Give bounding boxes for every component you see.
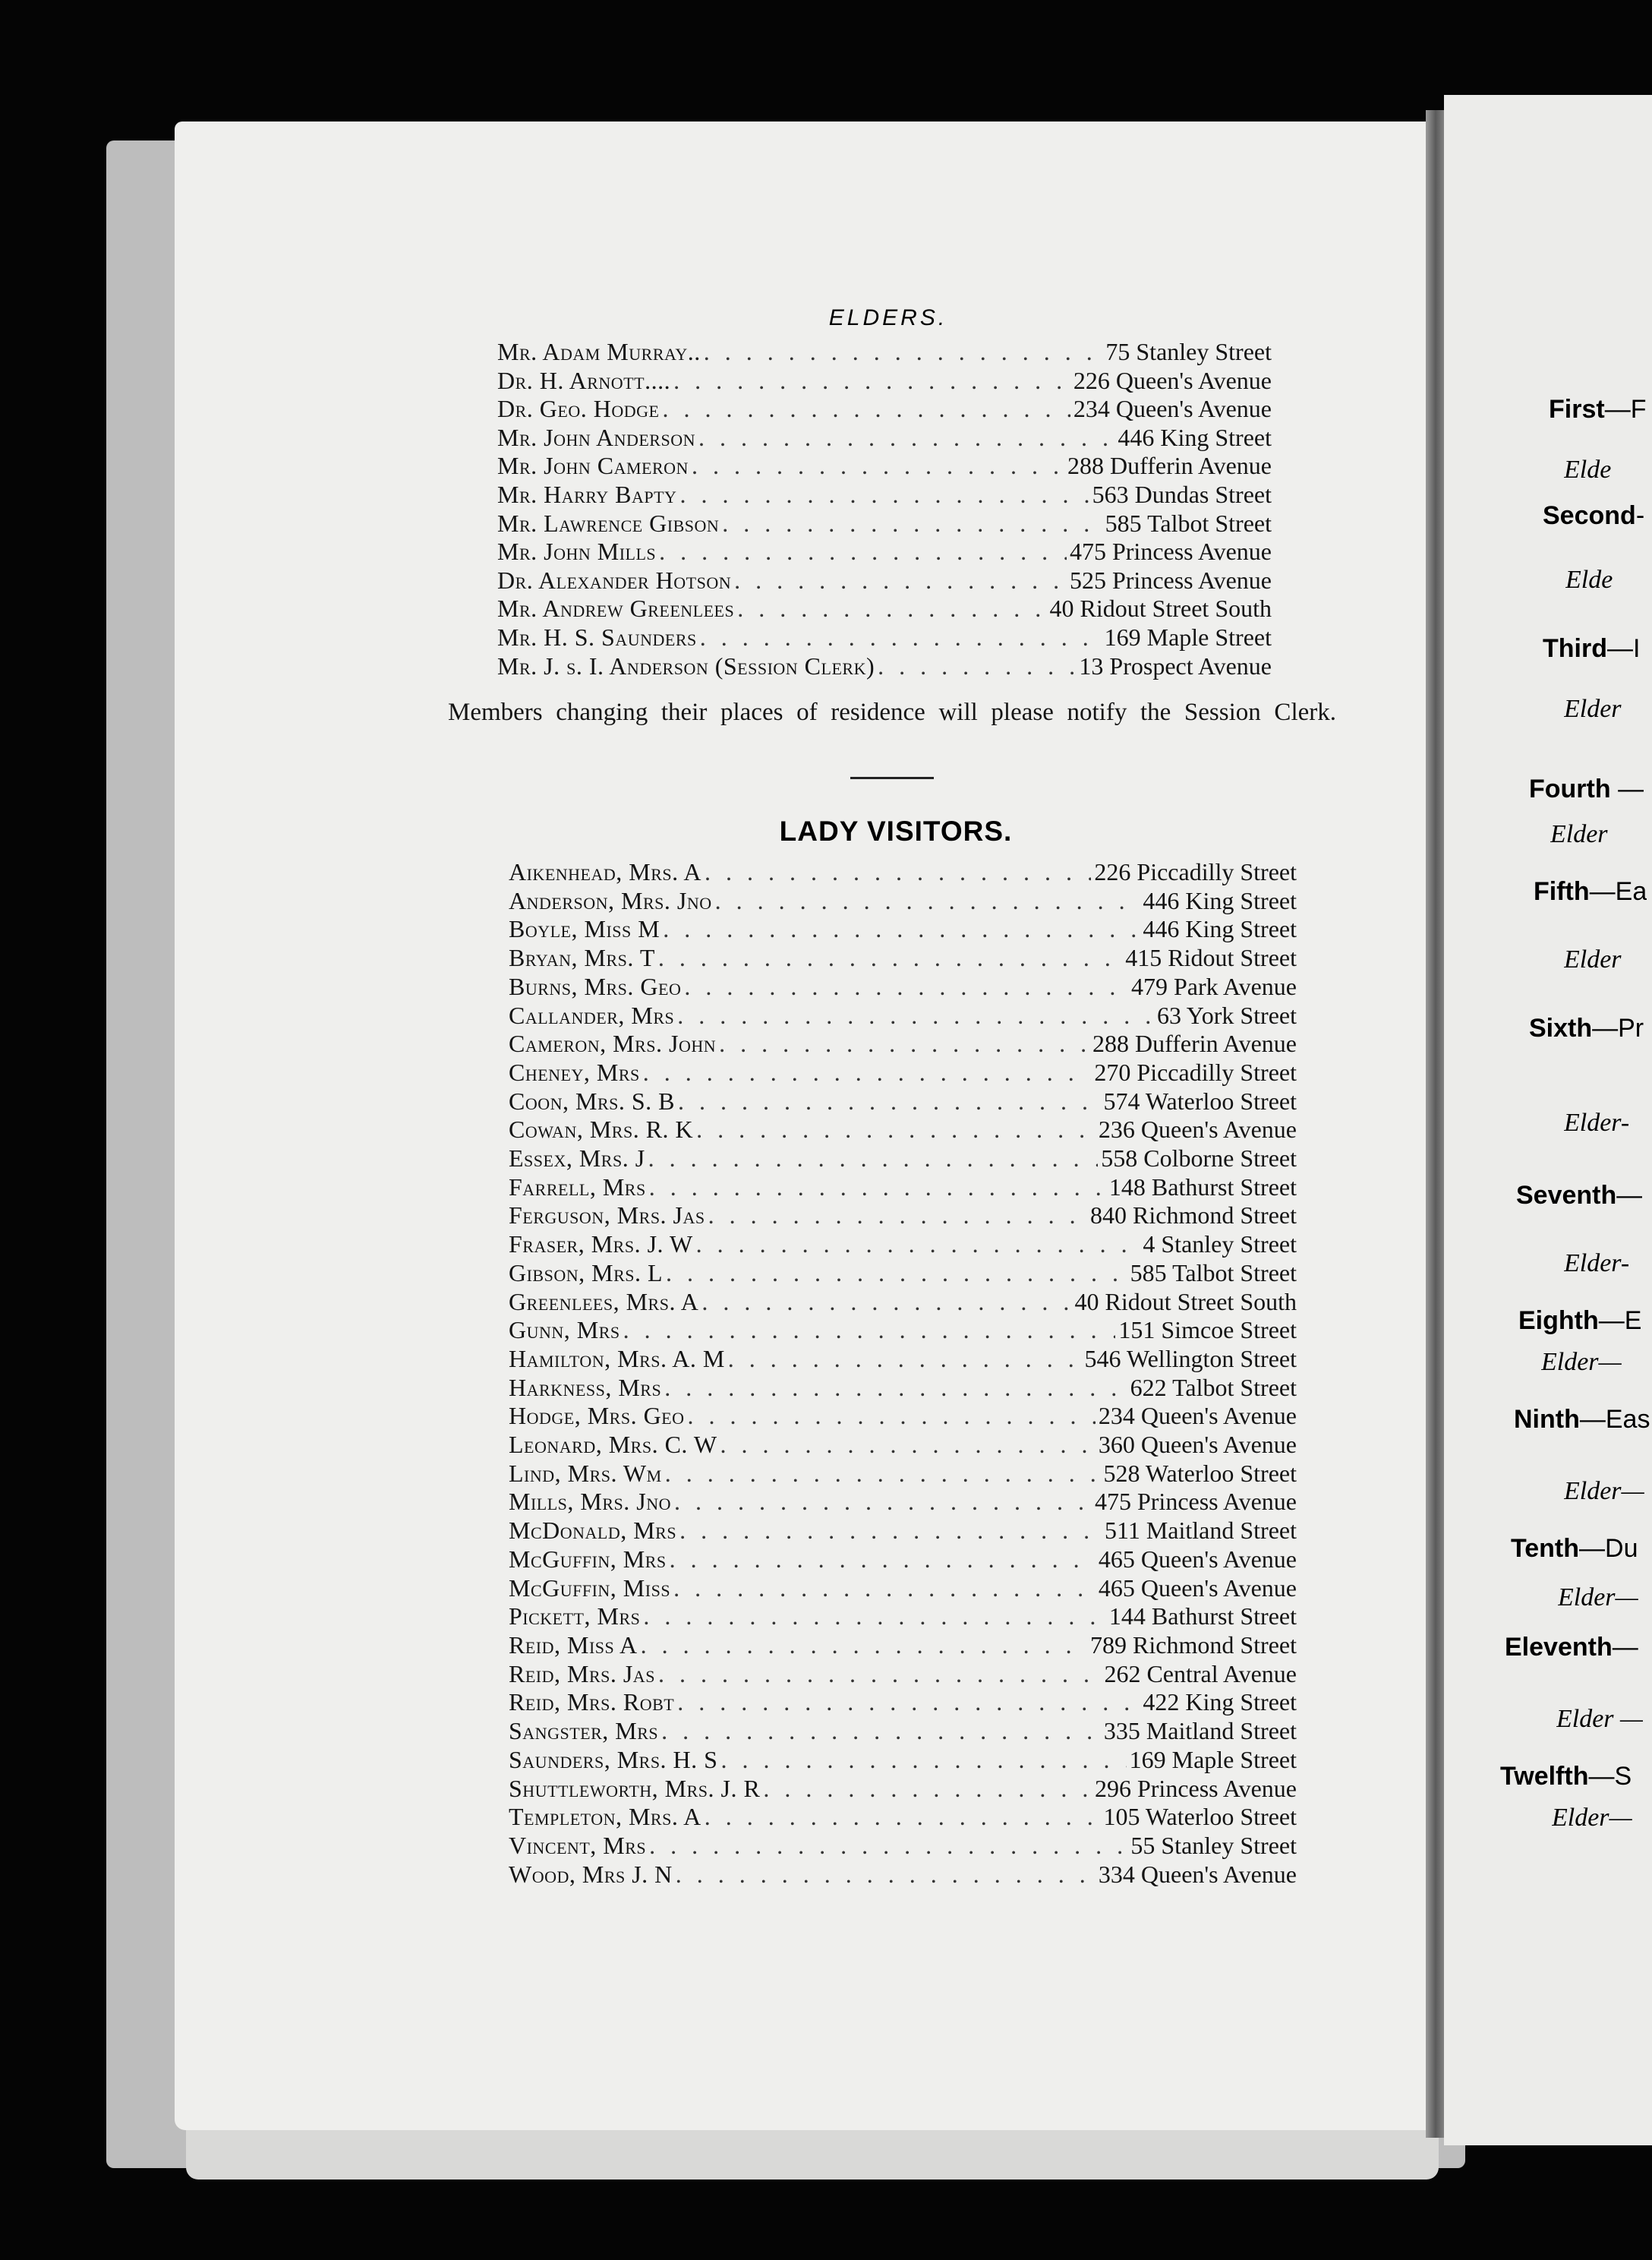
dot-leader <box>700 623 1102 652</box>
entry-name: Mr. J. s. I. Anderson (Session Clerk) <box>497 652 875 680</box>
dot-leader <box>720 1431 1096 1460</box>
lady-visitor-row <box>509 1288 1297 1317</box>
lady-visitor-row <box>509 1230 1297 1259</box>
district-heading <box>1543 634 1640 664</box>
lady-visitor-row <box>509 1345 1297 1374</box>
dot-leader <box>665 1460 1101 1488</box>
dot-leader <box>673 1574 1096 1603</box>
entry-address: 475 Princess Avenue <box>1069 538 1272 566</box>
entry-name: Dr. Geo. Hodge <box>497 395 660 423</box>
entry-name: Dr. Alexander Hotson <box>497 566 732 594</box>
lady-visitor-row <box>509 1574 1297 1603</box>
lady-visitor-row <box>509 1717 1297 1746</box>
district-rest: —Ea <box>1589 877 1647 906</box>
entry-address: 144 Bathurst Street <box>1108 1602 1297 1630</box>
entry-name: Farrell, Mrs <box>509 1173 646 1201</box>
district-rest: — <box>1612 1633 1638 1662</box>
dot-leader <box>737 595 1046 623</box>
entry-name: Mr. Adam Murray.. <box>497 338 701 365</box>
district-heading <box>1529 1014 1644 1043</box>
district-ordinal: Fourth <box>1529 775 1611 803</box>
entry-address: 479 Park Avenue <box>1130 972 1297 1000</box>
district-heading <box>1529 775 1644 804</box>
entry-name: Burns, Mrs. Geo <box>509 972 682 1000</box>
lady-visitor-row <box>509 1832 1297 1861</box>
dot-leader <box>719 1030 1089 1059</box>
entry-name: Wood, Mrs J. N <box>509 1860 673 1888</box>
entry-address: 465 Queen's Avenue <box>1098 1545 1297 1573</box>
elder-row <box>497 567 1272 595</box>
entry-address: 236 Queen's Avenue <box>1098 1116 1297 1144</box>
entry-name: McGuffin, Miss <box>509 1573 671 1602</box>
elder-row <box>497 538 1272 567</box>
entry-address: 105 Waterloo Street <box>1103 1803 1297 1831</box>
dot-leader <box>715 887 1140 916</box>
district-ordinal: Ninth <box>1514 1405 1580 1434</box>
district-ordinal: Twelfth <box>1500 1762 1589 1791</box>
entry-address: 546 Wellington Street <box>1084 1344 1297 1372</box>
elders-heading: ELDERS. <box>828 305 948 330</box>
dot-leader <box>705 1803 1101 1832</box>
district-heading <box>1518 1306 1641 1336</box>
entry-address: 270 Piccadilly Street <box>1094 1058 1297 1086</box>
dot-leader <box>696 1230 1140 1259</box>
entry-name: Mr. John Anderson <box>497 423 695 451</box>
entry-name: Ferguson, Mrs. Jas <box>509 1201 705 1229</box>
dot-leader <box>878 652 1076 681</box>
district-ordinal: Eleventh <box>1505 1633 1613 1662</box>
lady-visitors-list <box>509 858 1297 1889</box>
district-ordinal: Fifth <box>1534 877 1590 906</box>
entry-name: Pickett, Mrs <box>509 1602 641 1630</box>
entry-address: 585 Talbot Street <box>1105 509 1272 537</box>
entry-name: Reid, Mrs. Robt <box>509 1688 675 1716</box>
dot-leader <box>623 1316 1116 1345</box>
dot-leader <box>661 1717 1101 1746</box>
dot-leader <box>674 1488 1092 1517</box>
dot-leader <box>673 367 1070 396</box>
dot-leader <box>763 1775 1092 1804</box>
district-heading <box>1500 1762 1632 1791</box>
elder-row <box>497 452 1272 481</box>
district-elder-label: Elder— <box>1564 1477 1644 1505</box>
lady-visitor-row <box>509 1087 1297 1116</box>
entry-name: Mr. H. S. Saunders <box>497 623 697 651</box>
elder-row <box>497 510 1272 538</box>
entry-address: 446 King Street <box>1143 915 1297 943</box>
dot-leader <box>643 1602 1106 1631</box>
book-gutter <box>1426 110 1446 2138</box>
entry-address: 13 Prospect Avenue <box>1079 652 1272 680</box>
lady-visitor-row <box>509 1059 1297 1087</box>
entry-address: 475 Princess Avenue <box>1094 1488 1297 1516</box>
lady-visitor-row <box>509 1545 1297 1574</box>
entry-name: McGuffin, Mrs <box>509 1545 667 1573</box>
entry-address: 226 Queen's Avenue <box>1073 366 1272 394</box>
entry-address: 262 Central Avenue <box>1104 1659 1297 1687</box>
lady-visitor-row <box>509 973 1297 1002</box>
district-rest: — <box>1616 1181 1643 1210</box>
entry-name: Leonard, Mrs. C. W <box>509 1431 717 1459</box>
lady-visitor-row <box>509 1002 1297 1031</box>
lady-visitor-row <box>509 1144 1297 1173</box>
entry-address: 563 Dundas Street <box>1092 480 1272 508</box>
entry-address: 622 Talbot Street <box>1130 1373 1297 1401</box>
entry-name: Reid, Mrs. Jas <box>509 1659 655 1687</box>
district-heading <box>1549 395 1646 425</box>
entry-name: Coon, Mrs. S. B <box>509 1087 676 1115</box>
district-elder-label: Elder- <box>1564 1249 1630 1277</box>
dot-leader <box>677 1002 1154 1031</box>
entry-address: 296 Princess Avenue <box>1094 1774 1297 1802</box>
lady-visitor-row <box>509 1259 1297 1288</box>
district-heading <box>1516 1181 1642 1210</box>
district-ordinal: Third <box>1543 634 1607 663</box>
district-rest: —F <box>1604 395 1647 424</box>
entry-name: Hodge, Mrs. Geo <box>509 1402 685 1430</box>
entry-address: 558 Colborne Street <box>1101 1144 1297 1173</box>
lady-visitor-row <box>509 915 1297 944</box>
dot-leader <box>684 973 1128 1002</box>
entry-name: Shuttleworth, Mrs. J. R <box>509 1774 761 1802</box>
entry-name: Mills, Mrs. Jno <box>509 1488 671 1516</box>
dot-leader <box>708 1201 1087 1230</box>
entry-address: 415 Ridout Street <box>1125 944 1297 972</box>
district-rest: —Pr <box>1592 1014 1644 1043</box>
entry-name: Gibson, Mrs. L <box>509 1258 664 1286</box>
entry-address: 40 Ridout Street South <box>1074 1287 1297 1315</box>
entry-name: Mr. Harry Bapty <box>497 480 677 508</box>
entry-name: Dr. H. Arnott.... <box>497 366 671 394</box>
dot-leader <box>679 481 1089 510</box>
entry-name: Templeton, Mrs. A <box>509 1803 701 1831</box>
lady-visitor-row <box>509 1116 1297 1144</box>
dot-leader <box>658 1660 1102 1689</box>
lady-visitor-row <box>509 1374 1297 1403</box>
entry-name: Mr. John Mills <box>497 538 657 566</box>
right-page-cropped <box>1444 95 1652 2145</box>
dot-leader <box>692 452 1064 481</box>
entry-address: 360 Queen's Avenue <box>1098 1431 1297 1459</box>
entry-address: 335 Maitland Street <box>1103 1717 1297 1745</box>
entry-address: 528 Waterloo Street <box>1103 1459 1297 1487</box>
section-divider <box>850 777 934 779</box>
lady-visitor-row <box>509 1517 1297 1545</box>
entry-address: 446 King Street <box>1143 886 1297 914</box>
lady-visitor-row <box>509 1803 1297 1832</box>
lady-visitor-row <box>509 858 1297 887</box>
district-heading <box>1534 877 1647 907</box>
entry-name: Vincent, Mrs <box>509 1831 647 1859</box>
elder-row <box>497 395 1272 424</box>
dot-leader <box>643 1059 1092 1087</box>
dot-leader <box>649 1832 1127 1861</box>
district-ordinal: First <box>1549 395 1605 424</box>
dot-leader <box>696 1116 1096 1144</box>
entry-name: Hamilton, Mrs. A. M <box>509 1344 725 1372</box>
entry-address: 574 Waterloo Street <box>1103 1087 1297 1115</box>
dot-leader <box>659 538 1067 567</box>
entry-name: Anderson, Mrs. Jno <box>509 886 712 914</box>
entry-address: 169 Maple Street <box>1129 1745 1297 1773</box>
entry-name: Mr. John Cameron <box>497 452 689 480</box>
district-ordinal: Seventh <box>1516 1181 1617 1210</box>
dot-leader <box>670 1545 1096 1574</box>
district-rest: —E <box>1598 1306 1642 1335</box>
entry-address: 63 York Street <box>1156 1001 1297 1029</box>
dot-leader <box>641 1631 1087 1660</box>
entry-address: 525 Princess Avenue <box>1069 566 1272 594</box>
lady-visitor-row <box>509 1030 1297 1059</box>
lady-visitor-row <box>509 1201 1297 1230</box>
district-elder-label: Elder— <box>1552 1804 1632 1832</box>
elder-row <box>497 424 1272 453</box>
entry-name: Boyle, Miss M <box>509 915 660 943</box>
entry-address: 288 Dufferin Avenue <box>1092 1030 1297 1058</box>
entry-address: 511 Maitland Street <box>1105 1517 1297 1545</box>
lady-visitor-row <box>509 1861 1297 1889</box>
entry-name: Mr. Lawrence Gibson <box>497 509 720 537</box>
district-rest: —S <box>1588 1762 1632 1791</box>
lady-visitor-row <box>509 1660 1297 1689</box>
elder-row <box>497 481 1272 510</box>
entry-address: 789 Richmond Street <box>1090 1630 1297 1659</box>
lady-visitor-row <box>509 1316 1297 1345</box>
district-rest: —Du <box>1579 1534 1638 1563</box>
entry-name: Lind, Mrs. Wm <box>509 1459 662 1487</box>
entry-name: Sangster, Mrs <box>509 1717 659 1745</box>
lady-visitors-heading: LADY VISITORS. <box>779 816 1013 847</box>
entry-name: Cameron, Mrs. John <box>509 1030 717 1058</box>
district-elder-label: Elder- <box>1564 1109 1630 1137</box>
lady-visitor-row <box>509 1602 1297 1631</box>
dot-leader <box>722 510 1102 538</box>
dot-leader <box>705 858 1091 887</box>
entry-address: 226 Piccadilly Street <box>1094 858 1297 885</box>
entry-address: 840 Richmond Street <box>1090 1201 1297 1229</box>
lady-visitor-row <box>509 1688 1297 1717</box>
entry-address: 234 Queen's Avenue <box>1098 1402 1297 1430</box>
dot-leader <box>666 1259 1127 1288</box>
dot-leader <box>664 1374 1127 1403</box>
entry-address: 465 Queen's Avenue <box>1098 1573 1297 1602</box>
dot-leader <box>720 1746 1126 1775</box>
district-heading <box>1511 1534 1638 1564</box>
district-ordinal: Eighth <box>1518 1306 1599 1335</box>
lady-visitor-row <box>509 887 1297 916</box>
district-elder-label: Elde <box>1564 456 1612 484</box>
entry-address: 234 Queen's Avenue <box>1073 395 1272 423</box>
entry-address: 151 Simcoe Street <box>1118 1316 1297 1344</box>
district-heading <box>1514 1405 1650 1435</box>
district-ordinal: Tenth <box>1511 1534 1580 1563</box>
dot-leader <box>698 424 1114 453</box>
elder-row <box>497 595 1272 623</box>
lady-visitor-row <box>509 1775 1297 1804</box>
lady-visitor-row <box>509 1631 1297 1660</box>
district-elder-label: Elder <box>1564 695 1622 723</box>
district-elder-label: Elder— <box>1558 1583 1638 1611</box>
elder-row <box>497 623 1272 652</box>
dot-leader <box>677 1688 1140 1717</box>
district-elder-label: Elder — <box>1556 1705 1644 1733</box>
entry-name: Essex, Mrs. J <box>509 1144 645 1173</box>
dot-leader <box>704 338 1103 367</box>
dot-leader <box>688 1402 1096 1431</box>
entry-name: Fraser, Mrs. J. W <box>509 1230 693 1258</box>
district-elder-label: Elder— <box>1541 1348 1622 1376</box>
entry-name: Cowan, Mrs. R. K <box>509 1116 694 1144</box>
entry-name: Bryan, Mrs. T <box>509 944 655 972</box>
district-ordinal: Second <box>1543 501 1636 530</box>
district-rest: - <box>1635 501 1645 530</box>
district-heading <box>1543 501 1644 531</box>
dot-leader <box>678 1087 1100 1116</box>
entry-name: Gunn, Mrs <box>509 1316 620 1344</box>
elder-row <box>497 367 1272 396</box>
entry-name: Cheney, Mrs <box>509 1058 640 1086</box>
elder-row <box>497 338 1272 367</box>
notice-text: Members changing their places of residence will please notify the Session Clerk. <box>448 699 1336 726</box>
dot-leader <box>734 567 1067 595</box>
lady-visitor-row <box>509 1460 1297 1488</box>
district-elder-label: Elde <box>1565 566 1613 594</box>
lady-visitor-row <box>509 1488 1297 1517</box>
dot-leader <box>728 1345 1082 1374</box>
district-ordinal: Sixth <box>1529 1014 1593 1043</box>
entry-address: 55 Stanley Street <box>1130 1831 1297 1859</box>
entry-address: 446 King Street <box>1118 423 1272 451</box>
entry-name: Greenlees, Mrs. A <box>509 1287 699 1315</box>
district-elder-label: Elder <box>1564 945 1622 974</box>
lady-visitor-row <box>509 1431 1297 1460</box>
entry-address: 40 Ridout Street South <box>1049 595 1272 623</box>
dot-leader <box>658 944 1122 973</box>
district-rest: —I <box>1606 634 1641 663</box>
elder-row <box>497 652 1272 681</box>
lady-visitor-row <box>509 1746 1297 1775</box>
entry-address: 75 Stanley Street <box>1105 338 1272 365</box>
entry-name: McDonald, Mrs <box>509 1517 677 1545</box>
district-heading <box>1505 1633 1638 1662</box>
dot-leader <box>649 1173 1106 1202</box>
dot-leader <box>676 1861 1096 1889</box>
district-rest: — <box>1610 775 1644 803</box>
lady-visitor-row <box>509 944 1297 973</box>
dot-leader <box>701 1288 1071 1317</box>
entry-name: Saunders, Mrs. H. S <box>509 1745 718 1773</box>
entry-name: Reid, Miss A <box>509 1630 638 1659</box>
entry-address: 334 Queen's Avenue <box>1098 1860 1297 1888</box>
entry-address: 148 Bathurst Street <box>1108 1173 1297 1201</box>
lady-visitor-row <box>509 1402 1297 1431</box>
dot-leader <box>679 1517 1102 1545</box>
entry-address: 422 King Street <box>1143 1688 1297 1716</box>
dot-leader <box>662 395 1070 424</box>
district-elder-label: Elder <box>1550 820 1608 848</box>
lady-visitor-row <box>509 1173 1297 1202</box>
entry-name: Mr. Andrew Greenlees <box>497 595 735 623</box>
entry-name: Aikenhead, Mrs. A <box>509 858 701 885</box>
entry-name: Callander, Mrs <box>509 1001 675 1029</box>
entry-address: 169 Maple Street <box>1104 623 1272 651</box>
entry-address: 4 Stanley Street <box>1143 1230 1297 1258</box>
page-edge <box>186 2126 1439 2180</box>
district-rest: —Eas <box>1579 1405 1650 1434</box>
entry-name: Harkness, Mrs <box>509 1373 662 1401</box>
entry-address: 585 Talbot Street <box>1130 1258 1297 1286</box>
dot-leader <box>663 915 1140 944</box>
entry-address: 288 Dufferin Avenue <box>1067 452 1272 480</box>
dot-leader <box>648 1144 1099 1173</box>
elders-list <box>497 338 1272 680</box>
